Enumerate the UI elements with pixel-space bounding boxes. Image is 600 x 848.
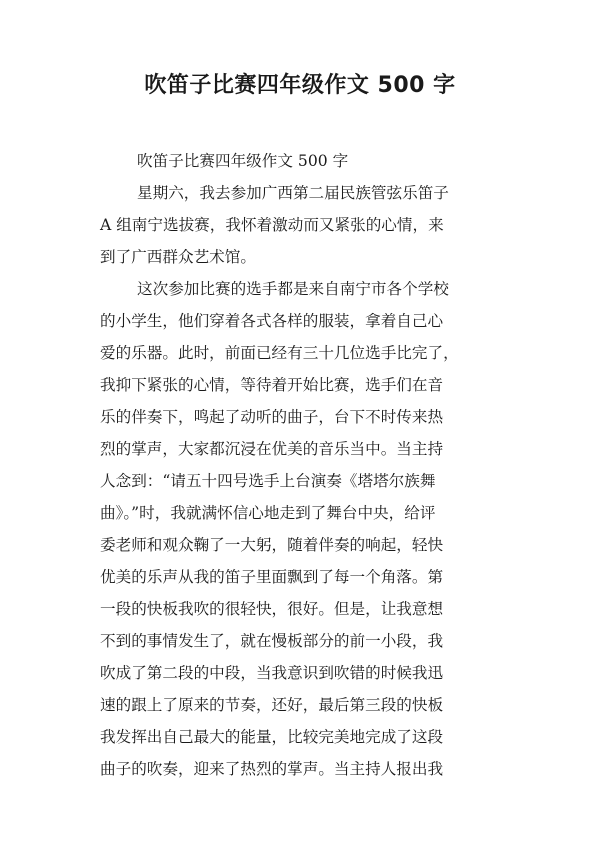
body-line: 到了广西群众艺术馆。 [100, 248, 256, 266]
body-line: 吹成了第二段的中段，当我意识到吹错的时候我迅 [100, 664, 444, 682]
body-line: 优美的乐声从我的笛子里面飘到了每一个角落。第 [100, 568, 444, 586]
body-line: 曲》。”时，我就满怀信心地走到了舞台中央，给评 [100, 504, 436, 522]
body-line: 的小学生，他们穿着各式各样的服装，拿着自己心 [100, 312, 444, 330]
body-line: 这次参加比赛的选手都是来自南宁市各个学校 [137, 280, 449, 298]
body-line: 人念到：“请五十四号选手上台演奏《塔塔尔族舞 [100, 472, 436, 490]
body-line: 我抑下紧张的心情，等待着开始比赛，选手们在音 [100, 376, 444, 394]
body-line: 吹笛子比赛四年级作文 500 字 [137, 152, 349, 170]
body-line: 曲子的吹奏，迎来了热烈的掌声。当主持人报出我 [100, 760, 444, 778]
body-line: 爱的乐器。此时，前面已经有三十几位选手比完了， [100, 344, 459, 362]
body-line: 烈的掌声，大家都沉浸在优美的音乐当中。当主持 [100, 440, 444, 458]
document-title: 吹笛子比赛四年级作文 500 字 [144, 73, 456, 98]
body-line: 星期六，我去参加广西第二届民族管弦乐笛子 [137, 184, 449, 202]
document-body [100, 145, 504, 785]
body-line: 委老师和观众鞠了一大躬，随着伴奏的响起，轻快 [100, 536, 444, 554]
body-line: 我发挥出自己最大的能量，比较完美地完成了这段 [100, 728, 444, 746]
body-line: 乐的伴奏下，鸣起了动听的曲子，台下不时传来热 [100, 408, 444, 426]
body-line: 一段的快板我吹的很轻快，很好。但是，让我意想 [100, 600, 444, 618]
body-line: 速的跟上了原来的节奏，还好，最后第三段的快板 [100, 696, 444, 714]
body-line: A 组南宁选拔赛，我怀着激动而又紧张的心情，来 [100, 216, 444, 234]
body-line: 不到的事情发生了，就在慢板部分的前一小段，我 [100, 632, 444, 650]
